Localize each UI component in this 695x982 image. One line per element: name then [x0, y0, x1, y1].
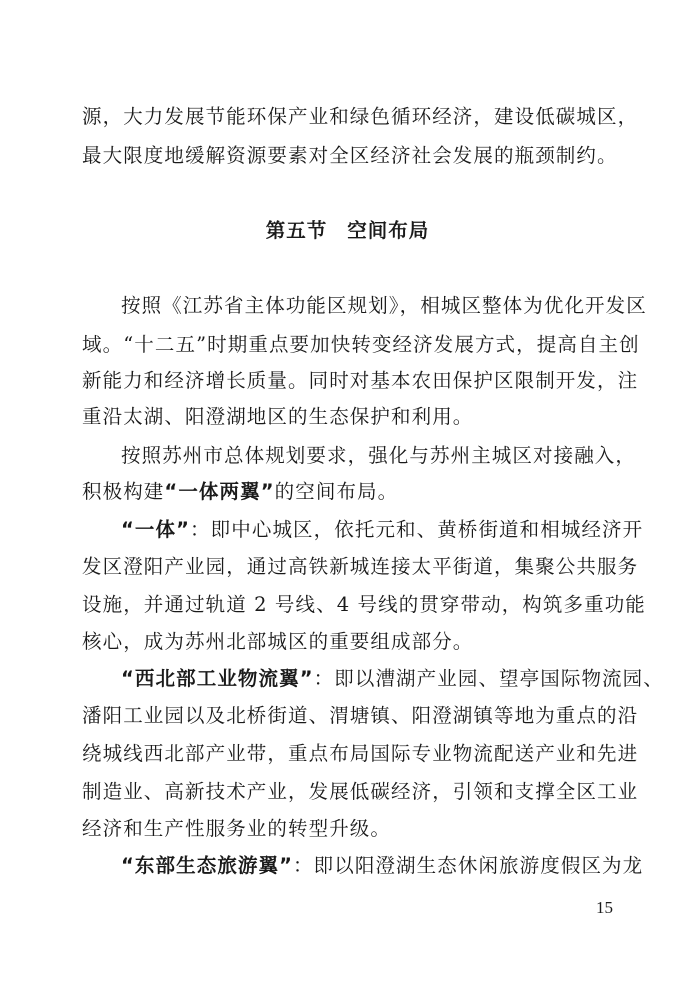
bold-term: “一体两翼”	[164, 480, 275, 503]
text-line	[121, 664, 664, 694]
text-line: 按照苏州市总体规划要求，强化与苏州主城区对接融入，	[121, 444, 637, 467]
text-line: 设施，并通过轨道 2 号线、4 号线的贯穿带动，构筑多重功能	[82, 593, 646, 616]
text-span: 的空间布局。	[274, 480, 399, 503]
text-line: 新能力和经济增长质量。同时对基本农田保护区限制开发，注	[82, 369, 639, 392]
text-line: 潘阳工业园以及北桥街道、渭塘镇、阳澄湖镇等地为重点的沿	[82, 704, 639, 727]
text-line: 绕城线西北部产业带，重点布局国际专业物流配送产业和先进	[82, 742, 639, 765]
text-line: 域。“十二五”时期重点要加快转变经济发展方式，提高自主创	[82, 333, 640, 356]
text-span: 积极构建	[82, 480, 165, 503]
section-heading	[0, 216, 695, 246]
text-line	[121, 851, 644, 881]
text-line	[82, 477, 622, 507]
page-number: 15	[596, 898, 613, 917]
section-title: 空间布局	[347, 219, 430, 242]
text-span: ：即中心城区，依托元和、黄桥街道和相城经济开	[190, 518, 644, 541]
text-line	[121, 515, 644, 545]
bold-term: “东部生态旅游翼”	[121, 854, 294, 877]
text-line: 核心，成为苏州北部城区的重要组成部分。	[82, 630, 474, 653]
text-span: ：即以阳澄湖生态休闲旅游度假区为龙	[293, 854, 644, 877]
text-line: 经济和生产性服务业的转型升级。	[82, 817, 392, 840]
text-line: 制造业、高新技术产业，发展低碳经济，引领和支撑全区工业	[82, 780, 639, 803]
bold-term: “一体”	[121, 518, 191, 541]
text-line: 发区澄阳产业园，通过高铁新城连接太平街道，集聚公共服务	[82, 555, 639, 578]
bold-term: “西北部工业物流翼”	[121, 667, 314, 690]
text-line: 重沿太湖、阳澄湖地区的生态保护和利用。	[82, 405, 474, 428]
text-line: 最大限度地缓解资源要素对全区经济社会发展的瓶颈制约。	[82, 144, 618, 167]
text-line: 按照《江苏省主体功能区规划》，相城区整体为优化开发区	[121, 294, 647, 317]
text-line: 源，大力发展节能环保产业和绿色循环经济，建设低碳城区，	[82, 105, 639, 128]
section-number: 第五节	[265, 219, 328, 242]
text-span: ：即以漕湖产业园、望亭国际物流园、	[313, 667, 664, 690]
